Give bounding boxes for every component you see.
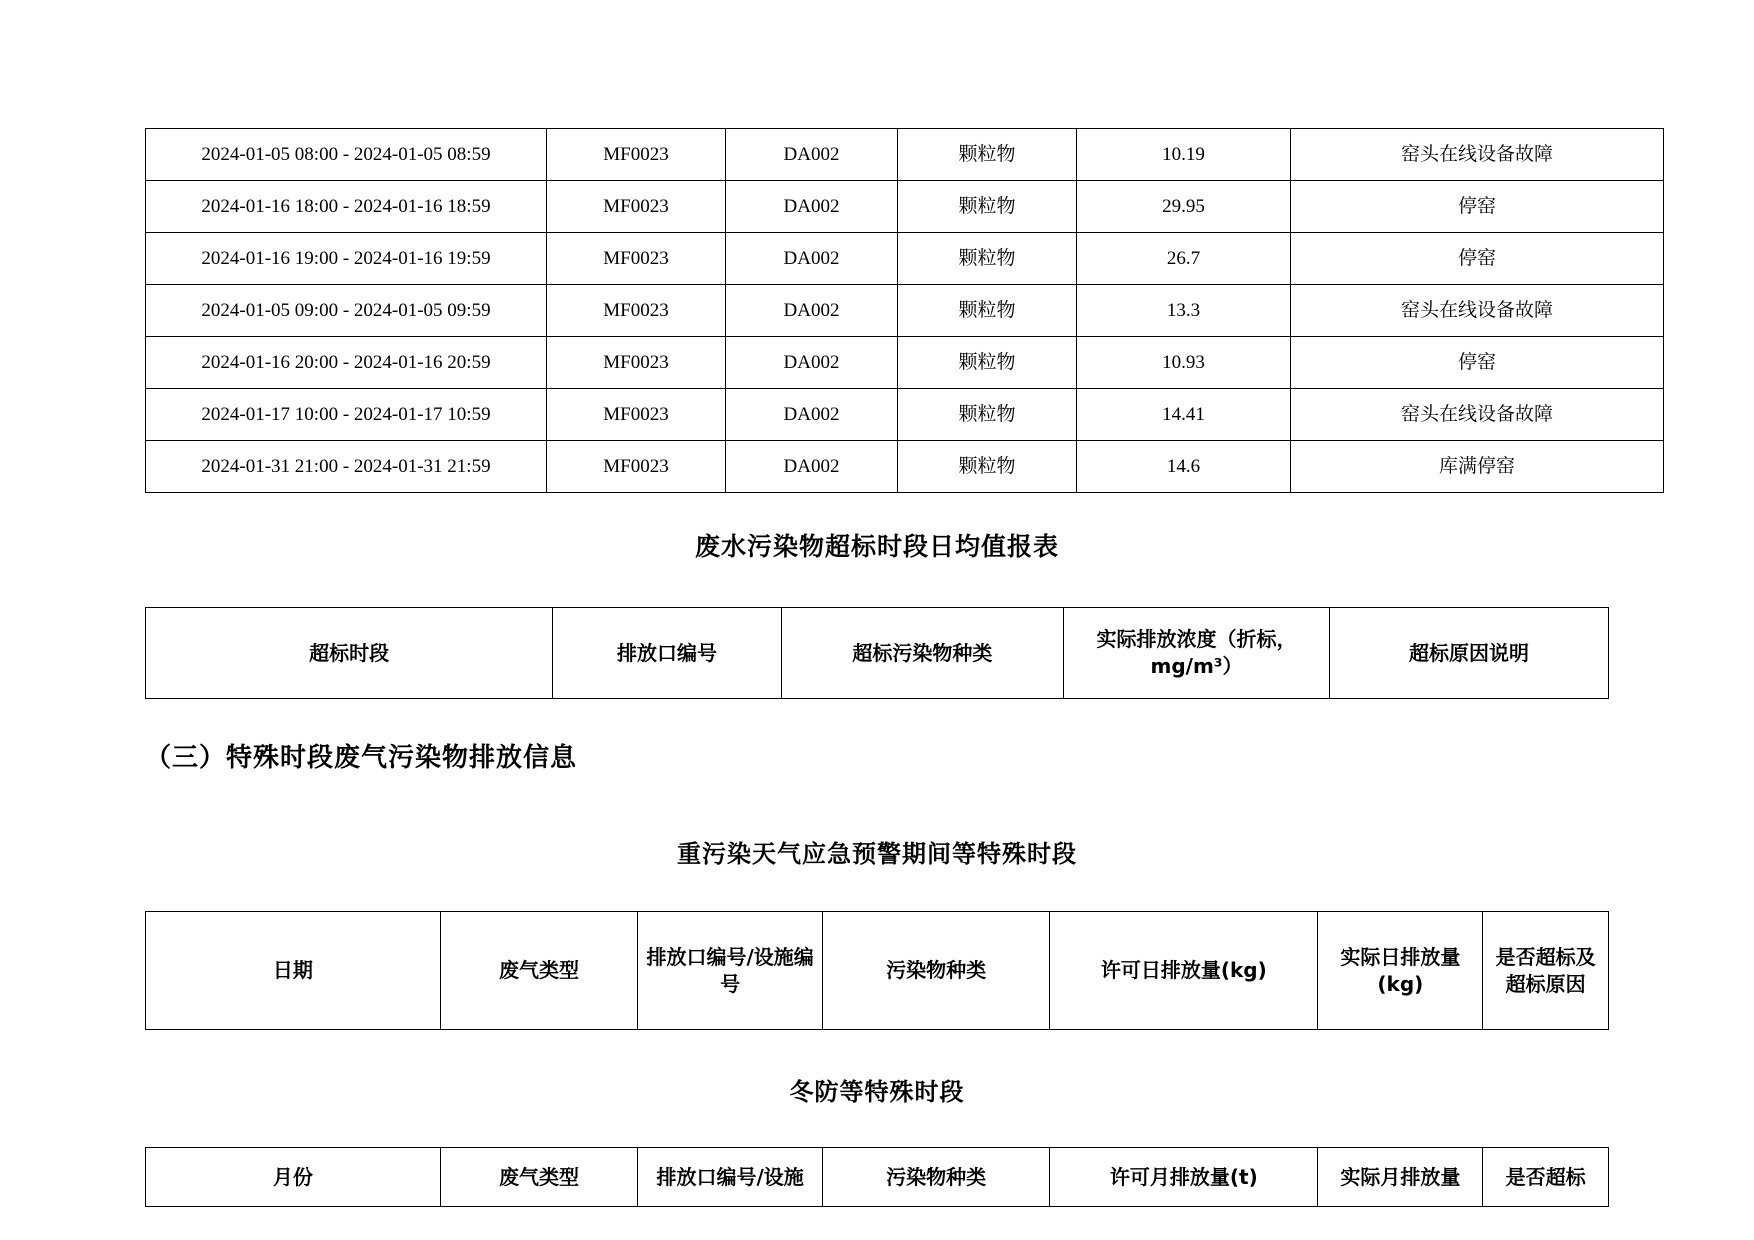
header-date: 日期 bbox=[146, 912, 441, 1030]
header-pollutant: 污染物种类 bbox=[823, 912, 1050, 1030]
cell-reason: 窑头在线设备故障 bbox=[1291, 389, 1664, 441]
top-spacer bbox=[145, 0, 1609, 128]
header-permitted: 许可月排放量(t) bbox=[1050, 1148, 1318, 1207]
header-exceed: 是否超标及超标原因 bbox=[1483, 912, 1609, 1030]
cell-reason: 停窑 bbox=[1291, 337, 1664, 389]
header-outlet: 排放口编号 bbox=[553, 608, 782, 699]
cell-outlet: MF0023 bbox=[547, 441, 726, 493]
cell-facility: DA002 bbox=[726, 337, 898, 389]
cell-period: 2024-01-31 21:00 - 2024-01-31 21:59 bbox=[146, 441, 547, 493]
table-header-row bbox=[146, 912, 1609, 1030]
table-row bbox=[146, 337, 1664, 389]
cell-period: 2024-01-16 19:00 - 2024-01-16 19:59 bbox=[146, 233, 547, 285]
cell-reason: 停窑 bbox=[1291, 233, 1664, 285]
wastewater-overrun-table bbox=[145, 607, 1609, 699]
cell-outlet: MF0023 bbox=[547, 129, 726, 181]
header-permitted: 许可日排放量(kg) bbox=[1050, 912, 1318, 1030]
cell-pollutant: 颗粒物 bbox=[898, 129, 1077, 181]
table-header-row bbox=[146, 1148, 1609, 1207]
cell-pollutant: 颗粒物 bbox=[898, 441, 1077, 493]
header-reason: 超标原因说明 bbox=[1330, 608, 1609, 699]
spacer bbox=[145, 699, 1609, 737]
cell-pollutant: 颗粒物 bbox=[898, 233, 1077, 285]
header-pollutant: 超标污染物种类 bbox=[781, 608, 1063, 699]
table-header-row bbox=[146, 608, 1609, 699]
winter-table-head bbox=[146, 1148, 1609, 1207]
cell-value: 14.41 bbox=[1077, 389, 1291, 441]
heavy-pollution-subtitle: 重污染天气应急预警期间等特殊时段 bbox=[677, 840, 1077, 868]
header-concentration: 实际排放浓度（折标，mg/m³） bbox=[1063, 608, 1329, 699]
winter-subtitle: 冬防等特殊时段 bbox=[789, 1078, 965, 1106]
cell-period: 2024-01-16 18:00 - 2024-01-16 18:59 bbox=[146, 181, 547, 233]
table-row bbox=[146, 389, 1664, 441]
cell-outlet: MF0023 bbox=[547, 285, 726, 337]
cell-outlet: MF0023 bbox=[547, 389, 726, 441]
header-outlet: 排放口编号/设施 bbox=[638, 1148, 823, 1207]
cell-value: 10.19 bbox=[1077, 129, 1291, 181]
cell-pollutant: 颗粒物 bbox=[898, 285, 1077, 337]
cell-pollutant: 颗粒物 bbox=[898, 389, 1077, 441]
table-row bbox=[146, 233, 1664, 285]
cell-pollutant: 颗粒物 bbox=[898, 181, 1077, 233]
cell-reason: 窑头在线设备故障 bbox=[1291, 285, 1664, 337]
cell-facility: DA002 bbox=[726, 389, 898, 441]
header-actual: 实际日排放量(kg) bbox=[1318, 912, 1483, 1030]
special-section-heading: （三）特殊时段废气污染物排放信息 bbox=[145, 743, 578, 773]
spacer bbox=[145, 563, 1609, 607]
cell-pollutant: 颗粒物 bbox=[898, 337, 1077, 389]
cell-value: 10.93 bbox=[1077, 337, 1291, 389]
cell-reason: 窑头在线设备故障 bbox=[1291, 129, 1664, 181]
header-gas-type: 废气类型 bbox=[440, 1148, 638, 1207]
cell-outlet: MF0023 bbox=[547, 233, 726, 285]
header-outlet: 排放口编号/设施编号 bbox=[638, 912, 823, 1030]
cell-reason: 库满停窑 bbox=[1291, 441, 1664, 493]
header-period: 超标时段 bbox=[146, 608, 553, 699]
cell-facility: DA002 bbox=[726, 285, 898, 337]
cell-facility: DA002 bbox=[726, 441, 898, 493]
cell-value: 14.6 bbox=[1077, 441, 1291, 493]
cell-value: 29.95 bbox=[1077, 181, 1291, 233]
header-month: 月份 bbox=[146, 1148, 441, 1207]
cell-facility: DA002 bbox=[726, 181, 898, 233]
winter-period-table bbox=[145, 1147, 1609, 1207]
cell-period: 2024-01-05 09:00 - 2024-01-05 09:59 bbox=[146, 285, 547, 337]
cell-facility: DA002 bbox=[726, 129, 898, 181]
spacer bbox=[145, 493, 1609, 527]
table-row bbox=[146, 441, 1664, 493]
cell-period: 2024-01-17 10:00 - 2024-01-17 10:59 bbox=[146, 389, 547, 441]
cell-outlet: MF0023 bbox=[547, 337, 726, 389]
spacer bbox=[145, 774, 1609, 834]
overrun-hourly-table-body bbox=[146, 129, 1664, 493]
header-exceed: 是否超标 bbox=[1483, 1148, 1609, 1207]
cell-value: 26.7 bbox=[1077, 233, 1291, 285]
table-row bbox=[146, 129, 1664, 181]
cell-period: 2024-01-05 08:00 - 2024-01-05 08:59 bbox=[146, 129, 547, 181]
spacer bbox=[145, 1030, 1609, 1072]
overrun-hourly-table bbox=[145, 128, 1664, 493]
wastewater-section-title: 废水污染物超标时段日均值报表 bbox=[694, 532, 1059, 561]
cell-facility: DA002 bbox=[726, 233, 898, 285]
cell-reason: 停窑 bbox=[1291, 181, 1664, 233]
cell-period: 2024-01-16 20:00 - 2024-01-16 20:59 bbox=[146, 337, 547, 389]
cell-outlet: MF0023 bbox=[547, 181, 726, 233]
heavy-pollution-table-head bbox=[146, 912, 1609, 1030]
wastewater-table-head bbox=[146, 608, 1609, 699]
spacer bbox=[145, 869, 1609, 911]
table-row bbox=[146, 181, 1664, 233]
header-pollutant: 污染物种类 bbox=[823, 1148, 1050, 1207]
table-row bbox=[146, 285, 1664, 337]
header-actual: 实际月排放量 bbox=[1318, 1148, 1483, 1207]
cell-value: 13.3 bbox=[1077, 285, 1291, 337]
heavy-pollution-table bbox=[145, 911, 1609, 1030]
header-gas-type: 废气类型 bbox=[440, 912, 638, 1030]
spacer bbox=[145, 1107, 1609, 1147]
